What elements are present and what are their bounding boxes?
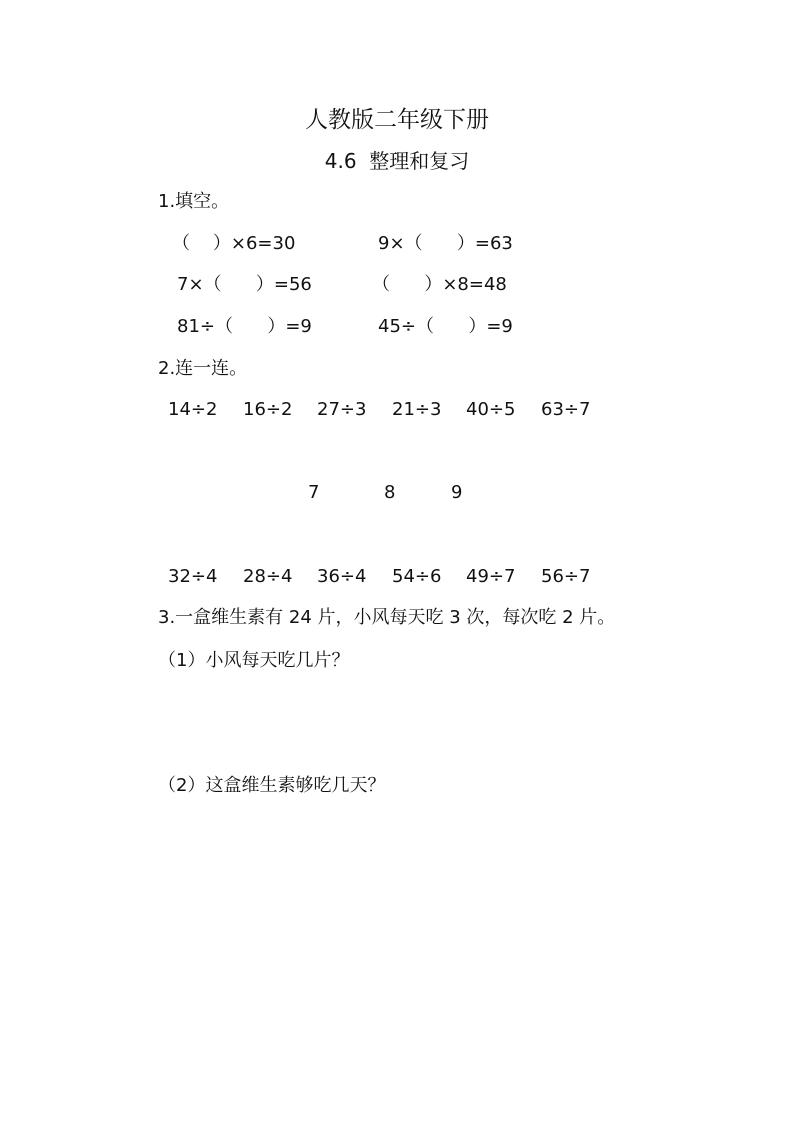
q1-item: 81÷（ ）=9 <box>177 316 312 337</box>
q2-bottom-expression: 28÷4 <box>243 566 293 587</box>
q2-top-expression: 63÷7 <box>541 399 591 420</box>
q3-subquestion-2: （2）这盒维生素够吃几天？ <box>158 775 386 796</box>
q2-bottom-expression: 54÷6 <box>392 566 442 587</box>
lesson-subtitle: 4.6 整理和复习 <box>324 149 470 173</box>
page-title: 人教版二年级下册 <box>305 107 489 133</box>
q2-top-expression: 40÷5 <box>466 399 516 420</box>
q1-heading: 1.填空。 <box>158 191 230 212</box>
q2-bottom-expression: 56÷7 <box>541 566 591 587</box>
q3-subquestion-1: （1）小风每天吃几片？ <box>158 650 350 671</box>
q1-item: 9×（ ）=63 <box>378 233 513 254</box>
q2-top-expression: 16÷2 <box>243 399 293 420</box>
q1-item: （ ）×8=48 <box>372 274 507 295</box>
q2-answer-number: 7 <box>308 482 320 503</box>
q3-heading: 3.一盒维生素有 24 片，小风每天吃 3 次，每次吃 2 片。 <box>158 607 616 628</box>
q2-answer-number: 8 <box>384 482 396 503</box>
q1-item: 7×（ ）=56 <box>177 274 312 295</box>
q2-top-expression: 27÷3 <box>317 399 367 420</box>
q2-heading: 2.连一连。 <box>158 358 248 379</box>
q2-answer-number: 9 <box>451 482 463 503</box>
q2-bottom-expression: 32÷4 <box>168 566 218 587</box>
q1-item: （ ）×6=30 <box>172 233 296 254</box>
q1-item: 45÷（ ）=9 <box>378 316 513 337</box>
q2-top-expression: 14÷2 <box>168 399 218 420</box>
q2-bottom-expression: 49÷7 <box>466 566 516 587</box>
q2-top-expression: 21÷3 <box>392 399 442 420</box>
q2-bottom-expression: 36÷4 <box>317 566 367 587</box>
